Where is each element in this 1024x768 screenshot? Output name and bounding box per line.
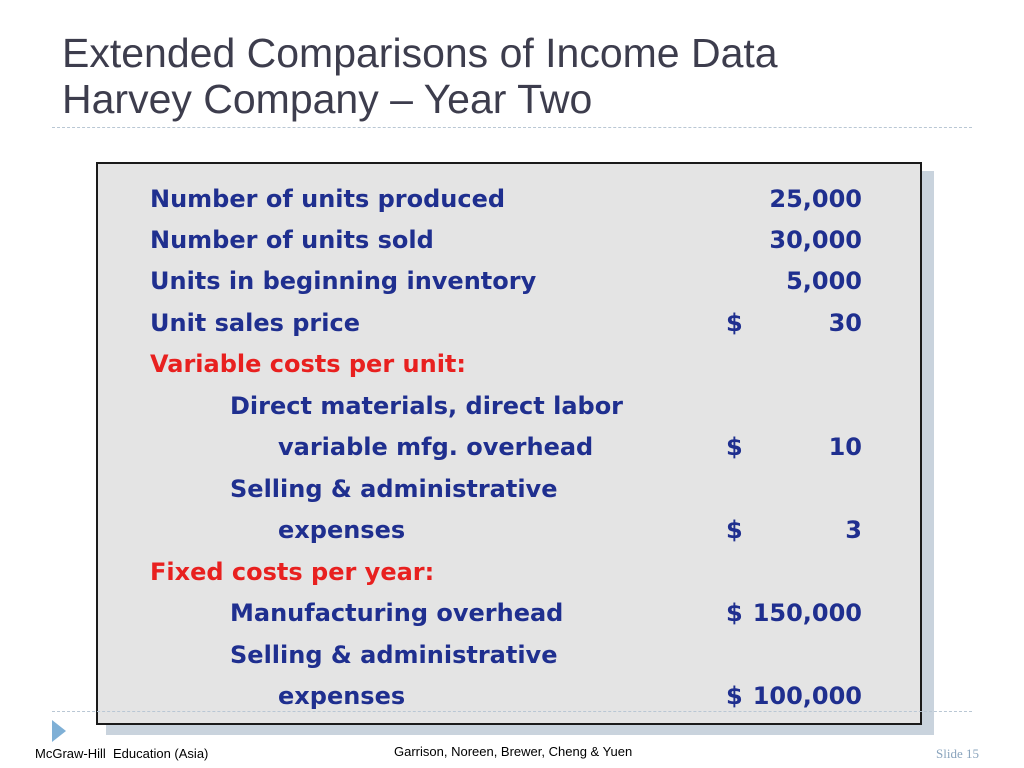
row-label: Units in beginning inventory	[150, 267, 537, 295]
row-units-sold	[98, 220, 924, 260]
row-label: Number of units produced	[150, 185, 506, 213]
row-label: Selling & administrative	[230, 641, 558, 669]
triangle-right-icon	[52, 720, 66, 742]
row-dollar: $	[726, 309, 743, 337]
row-value: 10	[828, 433, 862, 461]
footer-authors: Garrison, Noreen, Brewer, Cheng & Yuen	[394, 744, 633, 759]
row-dollar: $	[726, 599, 743, 627]
title-line-2: Harvey Company – Year Two	[62, 76, 593, 122]
row-label: Manufacturing overhead	[230, 599, 564, 627]
row-label: Unit sales price	[150, 309, 360, 337]
row-value: 5,000	[786, 267, 862, 295]
title-divider	[52, 127, 972, 128]
row-selling-admin-fixed	[98, 635, 924, 675]
row-label: Direct materials, direct labor	[230, 392, 624, 420]
row-variable-mfg-overhead	[98, 427, 924, 467]
row-dollar: $	[726, 433, 743, 461]
row-label: variable mfg. overhead	[278, 433, 594, 461]
row-dollar: $	[726, 516, 743, 544]
row-value: 30	[828, 309, 862, 337]
row-label: Selling & administrative	[230, 475, 558, 503]
row-value: 100,000	[752, 682, 862, 710]
title-line-1: Extended Comparisons of Income Data	[62, 30, 778, 76]
row-units-produced	[98, 179, 924, 219]
row-variable-expenses	[98, 510, 924, 550]
row-value: 25,000	[769, 185, 862, 213]
data-panel	[96, 162, 922, 725]
row-manufacturing-overhead	[98, 593, 924, 633]
row-label: expenses	[278, 516, 406, 544]
section-heading: Fixed costs per year:	[150, 558, 435, 586]
row-beginning-inventory	[98, 261, 924, 301]
slide-title	[62, 30, 962, 122]
row-selling-admin-variable	[98, 469, 924, 509]
footer-publisher: McGraw-Hill Education (Asia)	[35, 746, 209, 761]
slide-number: Slide 15	[936, 746, 979, 761]
row-value: 30,000	[769, 226, 862, 254]
row-unit-sales-price	[98, 303, 924, 343]
row-label: expenses	[278, 682, 406, 710]
row-fixed-expenses	[98, 676, 924, 716]
row-direct-materials	[98, 386, 924, 426]
section-fixed-costs	[98, 552, 924, 592]
section-variable-costs	[98, 344, 924, 384]
section-heading: Variable costs per unit:	[150, 350, 466, 378]
row-dollar: $	[726, 682, 743, 710]
row-value: 3	[845, 516, 862, 544]
footer-divider	[52, 711, 972, 712]
row-value: 150,000	[752, 599, 862, 627]
row-label: Number of units sold	[150, 226, 434, 254]
